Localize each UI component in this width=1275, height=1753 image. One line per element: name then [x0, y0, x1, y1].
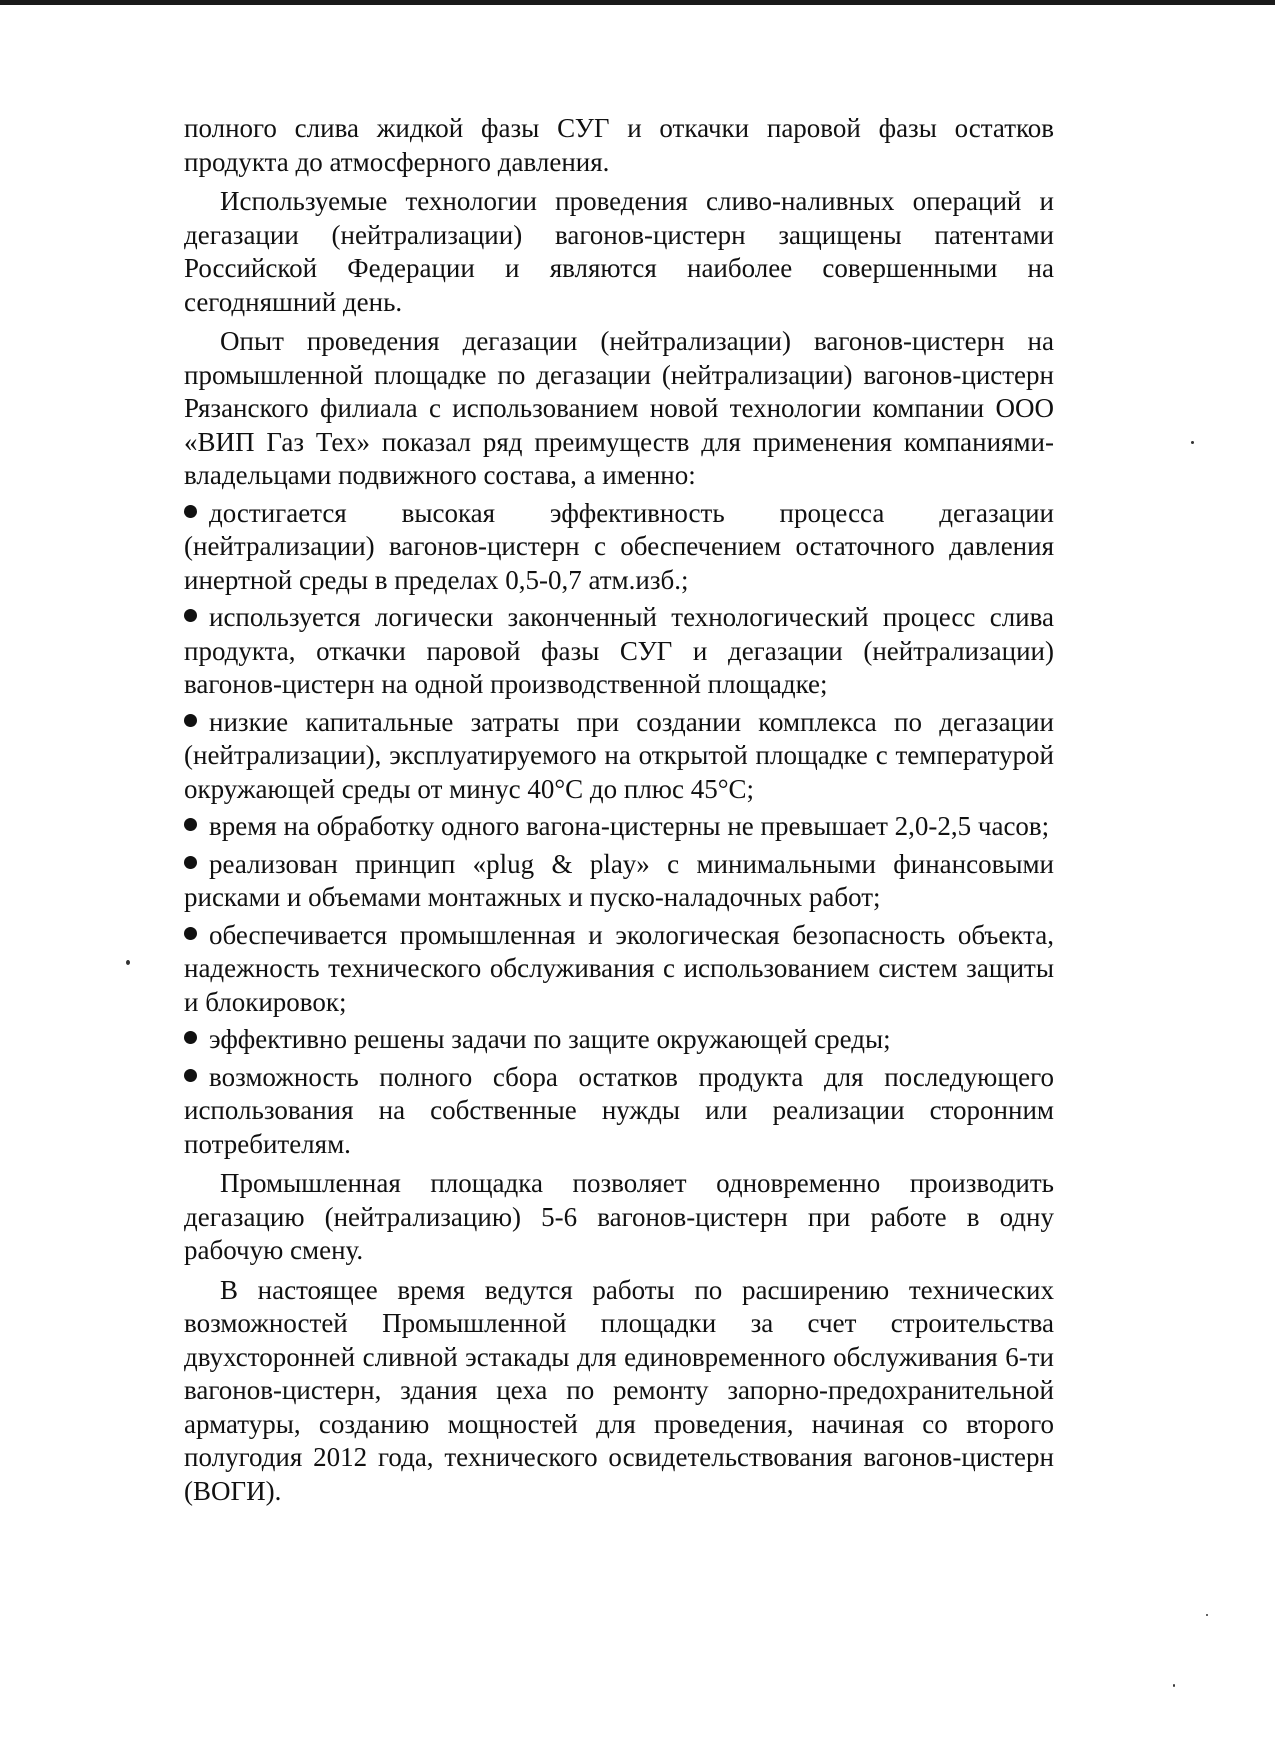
list-item — [184, 1023, 1054, 1057]
scan-speck — [1191, 441, 1194, 444]
scan-speck — [126, 960, 130, 965]
bullet-icon — [184, 714, 197, 727]
bullet-icon — [184, 856, 197, 869]
paragraph-technologies: Используемые технологии проведения сливо-наливных операций и дегазации (нейтрализации) вагонов-цистерн защищены патентами Российской Федерации и являются наиболее совершенными на сегодняшний день. — [184, 186, 1054, 317]
list-item-text: реализован принцип «plug & play» с минимальными финансовыми рисками и объемами монтажных и пуско-наладочных работ; — [184, 848, 1054, 912]
list-item — [184, 848, 1054, 915]
list-item-text: обеспечивается промышленная и экологическая безопасность объекта, надежность технического обслуживания с использованием систем защиты и блокировок; — [184, 919, 1054, 1017]
bullet-icon — [184, 505, 197, 518]
paragraph-current-works: В настоящее время ведутся работы по расширению технических возможностей Промышленной площадки за счет строительства двухсторонней сливной эстакады для единовременного обслуживания 6-ти вагонов-цистерн, здания цеха по ремонту запорно-предохранительной арматуры, созданию мощностей для проведения, начиная со второго полугодия 2012 года, технического освидетельствования вагонов-цистерн (ВОГИ). — [184, 1274, 1054, 1506]
scan-speck — [1206, 1614, 1208, 1616]
list-item — [184, 497, 1054, 598]
document-page — [184, 112, 1054, 1508]
paragraph-capacity: Промышленная площадка позволяет одновременно производить дегазацию (нейтрализацию) 5-6 вагонов-цистерн при работе в одну рабочую смену. — [184, 1168, 1054, 1265]
paragraph-continuation: полного слива жидкой фазы СУГ и откачки паровой фазы остатков продукта до атмосферного давления. — [184, 113, 1054, 177]
paragraph-experience: Опыт проведения дегазации (нейтрализации) вагонов-цистерн на промышленной площадке по дегазации (нейтрализации) вагонов-цистерн Рязанского филиала с использованием новой технологии компании ООО «ВИП Газ Тех» показал ряд преимуществ для применения компаниями-владельцами подвижного состава, а именно: — [184, 326, 1054, 490]
list-item-text: достигается высокая эффективность процесса дегазации (нейтрализации) вагонов-цистерн с обеспечением остаточного давления инертной среды в пределах 0,5-0,7 атм.изб.; — [184, 497, 1054, 595]
scan-speck — [1173, 1684, 1175, 1687]
scan-top-edge — [0, 0, 1275, 5]
bullet-icon — [184, 1069, 197, 1082]
list-item — [184, 810, 1054, 844]
list-item-text: низкие капитальные затраты при создании комплекса по дегазации (нейтрализации), эксплуатируемого на открытой площадке с температурой окружающей среды от минус 40°С до плюс 45°С; — [184, 706, 1054, 804]
bullet-icon — [184, 609, 197, 622]
list-item — [184, 1061, 1054, 1162]
list-item-text: используется логически законченный технологический процесс слива продукта, откачки паровой фазы СУГ и дегазации (нейтрализации) вагонов-цистерн на одной производственной площадке; — [184, 602, 1054, 699]
bullet-icon — [184, 927, 197, 940]
list-item-text: возможность полного сбора остатков продукта для последующего использования на собственные нужды или реализации сторонним потребителям. — [184, 1061, 1054, 1159]
list-item — [184, 601, 1054, 702]
bullet-icon — [184, 818, 197, 831]
bullet-icon — [184, 1031, 197, 1044]
list-item-text: эффективно решены задачи по защите окружающей среды; — [209, 1024, 891, 1054]
list-item-text: время на обработку одного вагона-цистерны не превышает 2,0-2,5 часов; — [209, 811, 1050, 841]
list-item — [184, 706, 1054, 807]
list-item — [184, 919, 1054, 1020]
advantages-list — [184, 497, 1054, 1162]
